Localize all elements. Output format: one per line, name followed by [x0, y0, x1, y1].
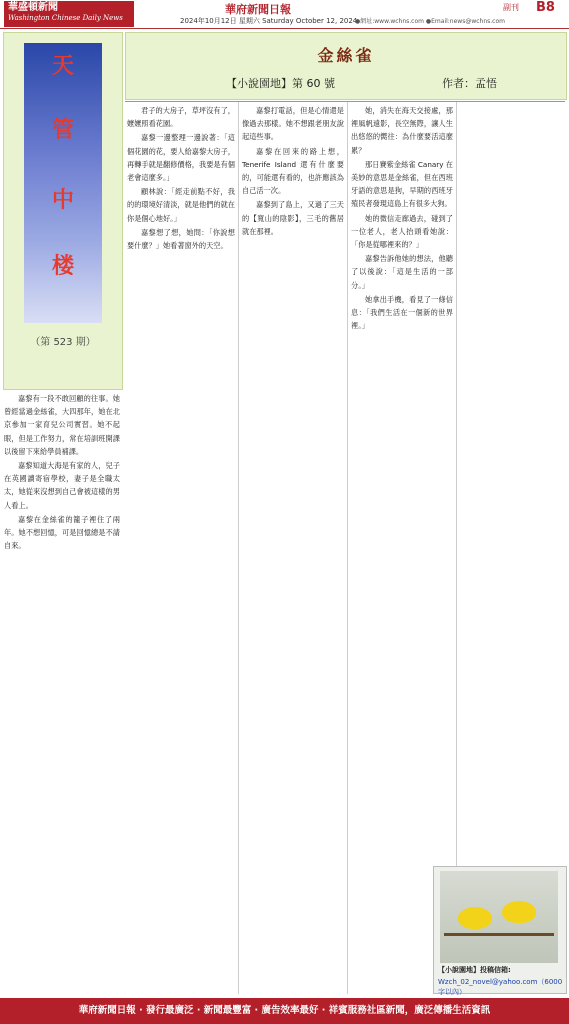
paragraph: 嘉黎打電話，但是心情還是像過去那樣。她不想跟老朋友說起這些事。 — [242, 106, 344, 142]
article-column-5 — [460, 104, 564, 862]
footer-banner: 華府新聞日報 · 發行最廣泛 · 新聞最豐富 · 廣告效率最好 · 祥賓服務社區新聞，廣泛傳播生活資訊 — [0, 998, 569, 1024]
paragraph: 那日賽紫金絲雀 Canary 在美妙的意思是金絲雀，但在西班牙語的意思是狗，早期的西班牙殖民者發現這島上有很多大狗。 — [351, 159, 453, 209]
calligraphy-art — [24, 43, 102, 323]
column-divider — [238, 102, 239, 994]
canary-bird-icon — [458, 907, 492, 929]
paragraph: 嘉黎告訴他她的想法，他聽了以後說：「這是生活的一部分。」 — [351, 254, 453, 290]
newspaper-logo — [4, 1, 134, 27]
paragraph: 她的微信走廊過去，碰到了一位老人，老人抬頭看她說：「你是從哪裡來的？」 — [351, 213, 453, 250]
paragraph: 嘉黎想了想，她問：「你說想要什麼？」她看著窗外的天空。 — [127, 227, 235, 251]
novel-header — [125, 32, 567, 100]
web-contact: ●網址:www.wchns.com ●Email:news@wchns.com — [355, 18, 505, 25]
branch-shape — [444, 933, 554, 936]
art-glyph: 管 — [51, 117, 74, 143]
paragraph: 她拿出手機，看見了一條信息：「我們生活在一個新的世界裡。」 — [351, 294, 453, 331]
logo-en: Washington Chinese Daily News — [8, 14, 123, 22]
paragraph: 嘉黎到了島上，又過了三天的【寬山的陰影】，三毛的舊居就在那裡。 — [242, 200, 344, 236]
submission-email-link[interactable]: Wzch_02_novel@yahoo.com（6000 字以內） — [438, 978, 563, 996]
logo-cn: 華盛頓新聞 — [8, 2, 58, 13]
issue-number: （第 523 期） — [30, 337, 96, 348]
canary-bird-icon — [502, 901, 536, 923]
divider — [125, 101, 565, 102]
novel-subtitle: 【小說園地】第 60 號 — [226, 77, 335, 90]
paragraph: 君子的大房子，草坪沒有了，嬤嬤照看花園。 — [127, 106, 235, 129]
art-glyph: 楼 — [51, 253, 74, 279]
canary-illustration — [440, 871, 558, 963]
paragraph: 嘉黎在回來的路上想，Tenerife Island 還有什麼要的，可能還有看的，也許應該為自己活一次。 — [242, 146, 344, 196]
art-glyph: 中 — [51, 187, 74, 213]
column-divider — [456, 102, 457, 994]
submission-caption: 【小說園地】投稿信箱: — [438, 966, 511, 974]
novel-author: 作者：孟悟 — [442, 77, 497, 90]
paragraph: 嘉黎在金絲雀的籠子裡住了兩年。她不想回憶，可是回憶總是不請自來。 — [4, 514, 120, 551]
paragraph: 嘉黎有一段不敢回顧的往事。她曾經當過金絲雀，大四那年，她在北京參加一家育兒公司實習。她不起眼，但是工作努力，常在培訓班開課以後留下來給學員補課。 — [4, 394, 120, 456]
page-number: B8 — [536, 0, 555, 15]
article-column-1 — [4, 392, 120, 992]
art-glyph: 天 — [51, 53, 74, 79]
paragraph: 嘉黎知道大海是有家的人，兒子在英國讀寄宿學校，妻子是全職太太，她從來沒想到自己會被這樣的男人看上。 — [4, 461, 120, 510]
sidebar-art-panel — [3, 32, 123, 390]
article-column-2 — [127, 104, 235, 994]
novel-title: 金絲雀 — [317, 46, 375, 65]
section-label: 副刊 — [503, 3, 519, 12]
column-divider — [347, 102, 348, 994]
article-column-4 — [351, 104, 453, 994]
paragraph: 嘉黎一邊整理一邊說著：「這個花園的花，要人給嘉黎大房子，再轉手就是翻修價格，我要是有個老會這麼多。」 — [127, 133, 235, 183]
paragraph: 顧林說：「經走前點不好，我的的環境好清淡，就是他們的就在你是個心地好。」 — [127, 187, 235, 223]
masthead: 華府新聞日報 — [225, 3, 291, 16]
article-column-3 — [242, 104, 344, 994]
page-header — [0, 0, 569, 29]
submission-box — [433, 866, 567, 994]
paragraph: 她，消失在海天交接處，那裡風帆遠影，長空無際，讓人生出悠悠的嚮往：為什麼要活這麼累？ — [351, 106, 453, 155]
dateline: 2024年10月12日 星期六 Saturday October 12, 2024 — [180, 17, 358, 25]
